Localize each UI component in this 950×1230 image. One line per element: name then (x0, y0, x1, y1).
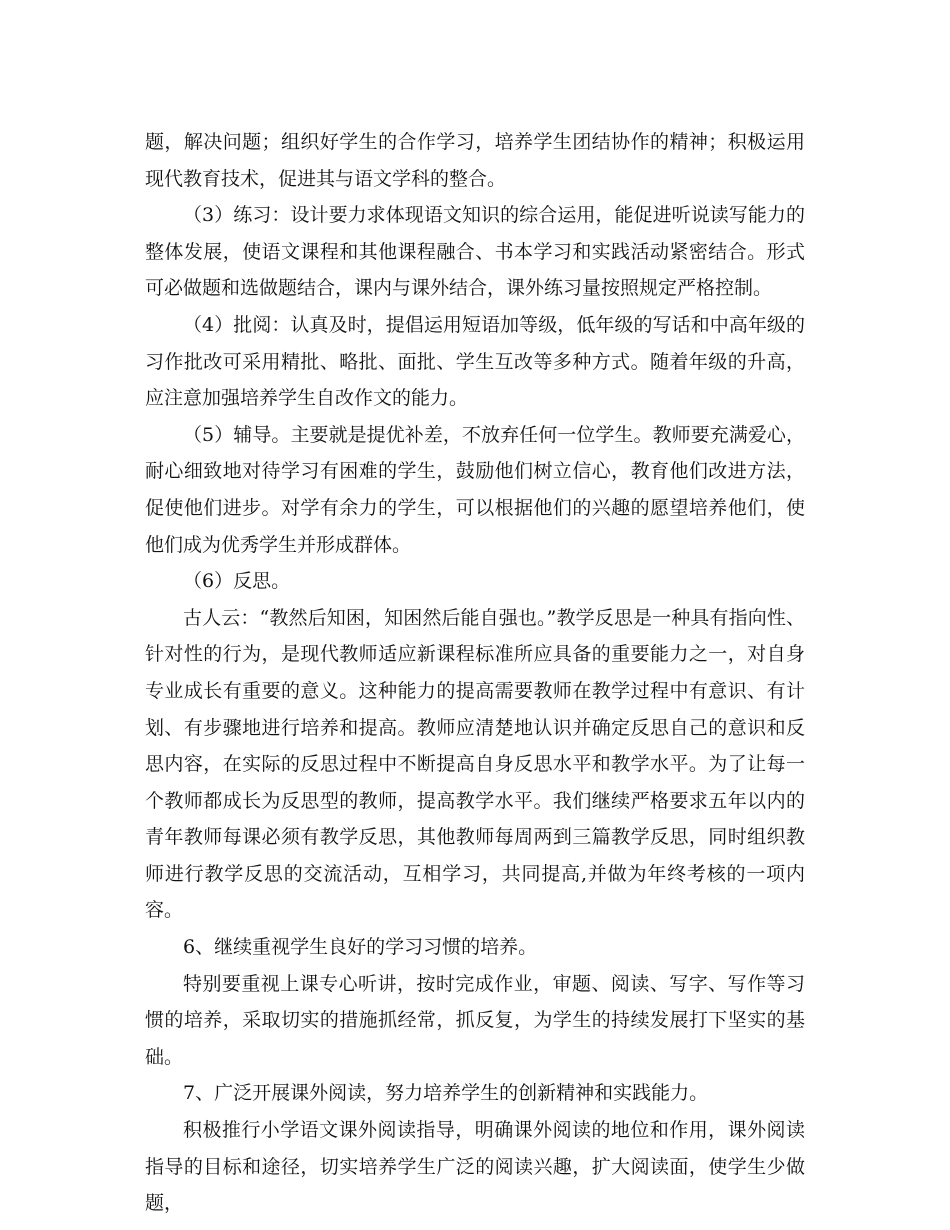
paragraph-reflection-heading: （6）反思。 (183, 570, 291, 593)
paragraph-continuation: 题，解决问题；组织好学生的合作学习，培养学生团结协作的精神；积极运用现代教育技术，促进其与语文学科的整合。 (145, 131, 805, 190)
section-heading-reading: 7、广泛开展课外阅读，努力培养学生的创新精神和实践能力。 (183, 1082, 709, 1105)
paragraph-reflection-body: 古人云：“教然后知困，知困然后能自强也。”教学反思是一种具有指向性、针对性的行为，是现代教师适应新课程标准所应具备的重要能力之一，对自身专业成长有重要的意义。这种能力的提高需要教师在教学过程中有意识、有计划、有步骤地进行培养和提高。教师应清楚地认识并确定反思自己的意识和反思内容，在实际的反思过程中不断提高自身反思水平和教学水平。为了让每一个教师都成长为反思型的教师，提高教学水平。我们继续严格要求五年以内的青年教师每课必须有教学反思，其他教师每周两到三篇教学反思，同时组织教师进行教学反思的交流活动，互相学习，共同提高,并做为年终考核的一项内容。 (145, 606, 805, 922)
section-heading-habits: 6、继续重视学生良好的学习习惯的培养。 (183, 936, 538, 959)
paragraph-habits: 特别要重视上课专心听讲，按时完成作业，审题、阅读、写字、写作等习惯的培养，采取切实的措施抓经常，抓反复，为学生的持续发展打下坚实的基础。 (145, 972, 805, 1068)
paragraph-reading: 积极推行小学语文课外阅读指导，明确课外阅读的地位和作用，课外阅读指导的目标和途径，切实培养学生广泛的阅读兴趣，扩大阅读面，使学生少做题， (145, 1119, 805, 1215)
paragraph-practice: （3）练习：设计要力求体现语文知识的综合运用，能促进听说读写能力的整体发展，使语文课程和其他课程融合、书本学习和实践活动紧密结合。形式可必做题和选做题结合，课内与课外结合，课外练习量按照规定严格控制。 (145, 204, 805, 300)
paragraph-tutoring: （5）辅导。主要就是提优补差，不放弃任何一位学生。教师要充满爱心，耐心细致地对待学习有困难的学生，鼓励他们树立信心，教育他们改进方法，促使他们进步。对学有余力的学生，可以根据他们的兴趣的愿望培养他们，使他们成为优秀学生并形成群体。 (145, 423, 805, 556)
document-body (145, 124, 805, 1222)
paragraph-grading: （4）批阅：认真及时，提倡运用短语加等级，低年级的写话和中高年级的习作批改可采用精批、略批、面批、学生互改等多种方式。随着年级的升高，应注意加强培养学生自改作文的能力。 (145, 313, 805, 410)
